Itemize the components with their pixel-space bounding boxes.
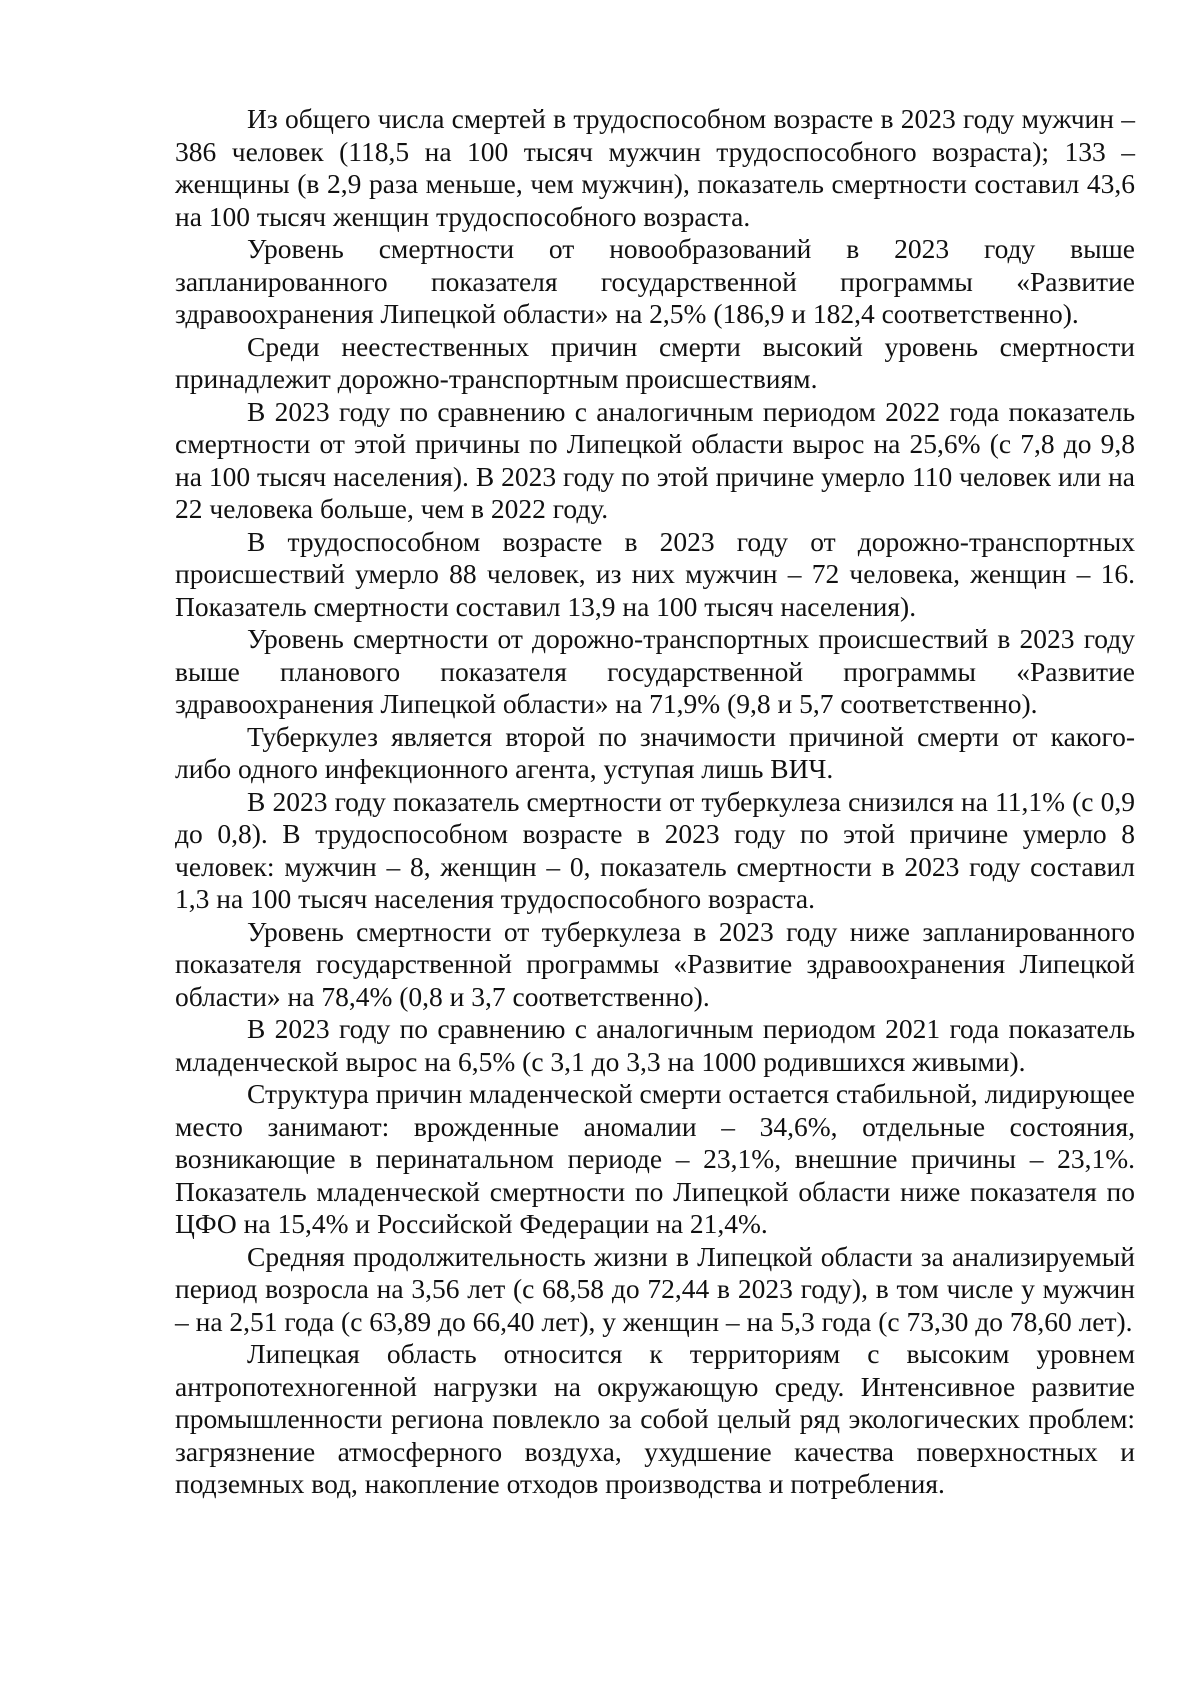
paragraph-road-accident-working-age: В трудоспособном возрасте в 2023 году от дорожно-транспортных происшествий умерло 88 человек, из них мужчин – 72 человека, женщин – 16. Показатель смертности составил 13,9 на 100 тысяч населения). xyxy=(175,525,1135,622)
document-page xyxy=(175,103,1135,1501)
paragraph-infant-mortality-structure: Структура причин младенческой смерти остается стабильной, лидирующее место занимают: врожденные аномалии – 34,6%, отдельные состояния, возникающие в перинатальном периоде – 23,1%, внешние причины – 23,1%. Показатель младенческой смертности по Липецкой области ниже показателя по ЦФО на 15,4% и Российской Федерации на 21,4%. xyxy=(175,1078,1135,1239)
paragraph-unnatural-causes: Среди неестественных причин смерти высокий уровень смертности принадлежит дорожно-транспортным происшествиям. xyxy=(175,330,1135,394)
paragraph-tuberculosis-decline: В 2023 году показатель смертности от туберкулеза снизился на 11,1% (с 0,9 до 0,8). В трудоспособном возрасте в 2023 году по этой причине умерло 8 человек: мужчин – 8, женщин – 0, показатель смертности в 2023 году составил 1,3 на 100 тысяч населения трудоспособного возраста. xyxy=(175,785,1135,914)
paragraph-road-accident-target: Уровень смертности от дорожно-транспортных происшествий в 2023 году выше планового показателя государственной программы «Развитие здравоохранения Липецкой области» на 71,9% (9,8 и 5,7 соответственно). xyxy=(175,623,1135,719)
paragraph-tuberculosis-target: Уровень смертности от туберкулеза в 2023 году ниже запланированного показателя государственной программы «Развитие здравоохранения Липецкой области» на 78,4% (0,8 и 3,7 соответственно). xyxy=(175,915,1135,1012)
paragraph-environmental-load: Липецкая область относится к территориям с высоким уровнем антропотехногенной нагрузки на окружающую среду. Интенсивное развитие промышленности региона повлекло за собой целый ряд экологических проблем: загрязнение атмосферного воздуха, ухудшение качества поверхностных и подземных вод, накопление отходов производства и потребления. xyxy=(175,1338,1135,1499)
paragraph-neoplasm-mortality: Уровень смертности от новообразований в 2023 году выше запланированного показателя государственной программы «Развитие здравоохранения Липецкой области» на 2,5% (186,9 и 182,4 соответственно). xyxy=(175,233,1135,329)
paragraph-road-accident-growth: В 2023 году по сравнению с аналогичным периодом 2022 года показатель смертности от этой причины по Липецкой области вырос на 25,6% (с 7,8 до 9,8 на 100 тысяч населения). В 2023 году по этой причине умерло 110 человек или на 22 человека больше, чем в 2022 году. xyxy=(175,395,1135,524)
paragraph-life-expectancy: Средняя продолжительность жизни в Липецкой области за анализируемый период возросла на 3,56 лет (с 68,58 до 72,44 в 2023 году), в том числе у мужчин – на 2,51 года (с 63,89 до 66,40 лет), у женщин – на 5,3 года (с 73,30 до 78,60 лет). xyxy=(175,1240,1135,1337)
paragraph-tuberculosis-intro: Туберкулез является второй по значимости причиной смерти от какого-либо одного инфекционного агента, уступая лишь ВИЧ. xyxy=(175,720,1135,784)
paragraph-infant-mortality: В 2023 году по сравнению с аналогичным периодом 2021 года показатель младенческой вырос на 6,5% (с 3,1 до 3,3 на 1000 родившихся живыми). xyxy=(175,1013,1135,1077)
paragraph-working-age-deaths: Из общего числа смертей в трудоспособном возрасте в 2023 году мужчин – 386 человек (118,5 на 100 тысяч мужчин трудоспособного возраста); 133 – женщины (в 2,9 раза меньше, чем мужчин), показатель смертности составил 43,6 на 100 тысяч женщин трудоспособного возраста. xyxy=(175,103,1135,232)
